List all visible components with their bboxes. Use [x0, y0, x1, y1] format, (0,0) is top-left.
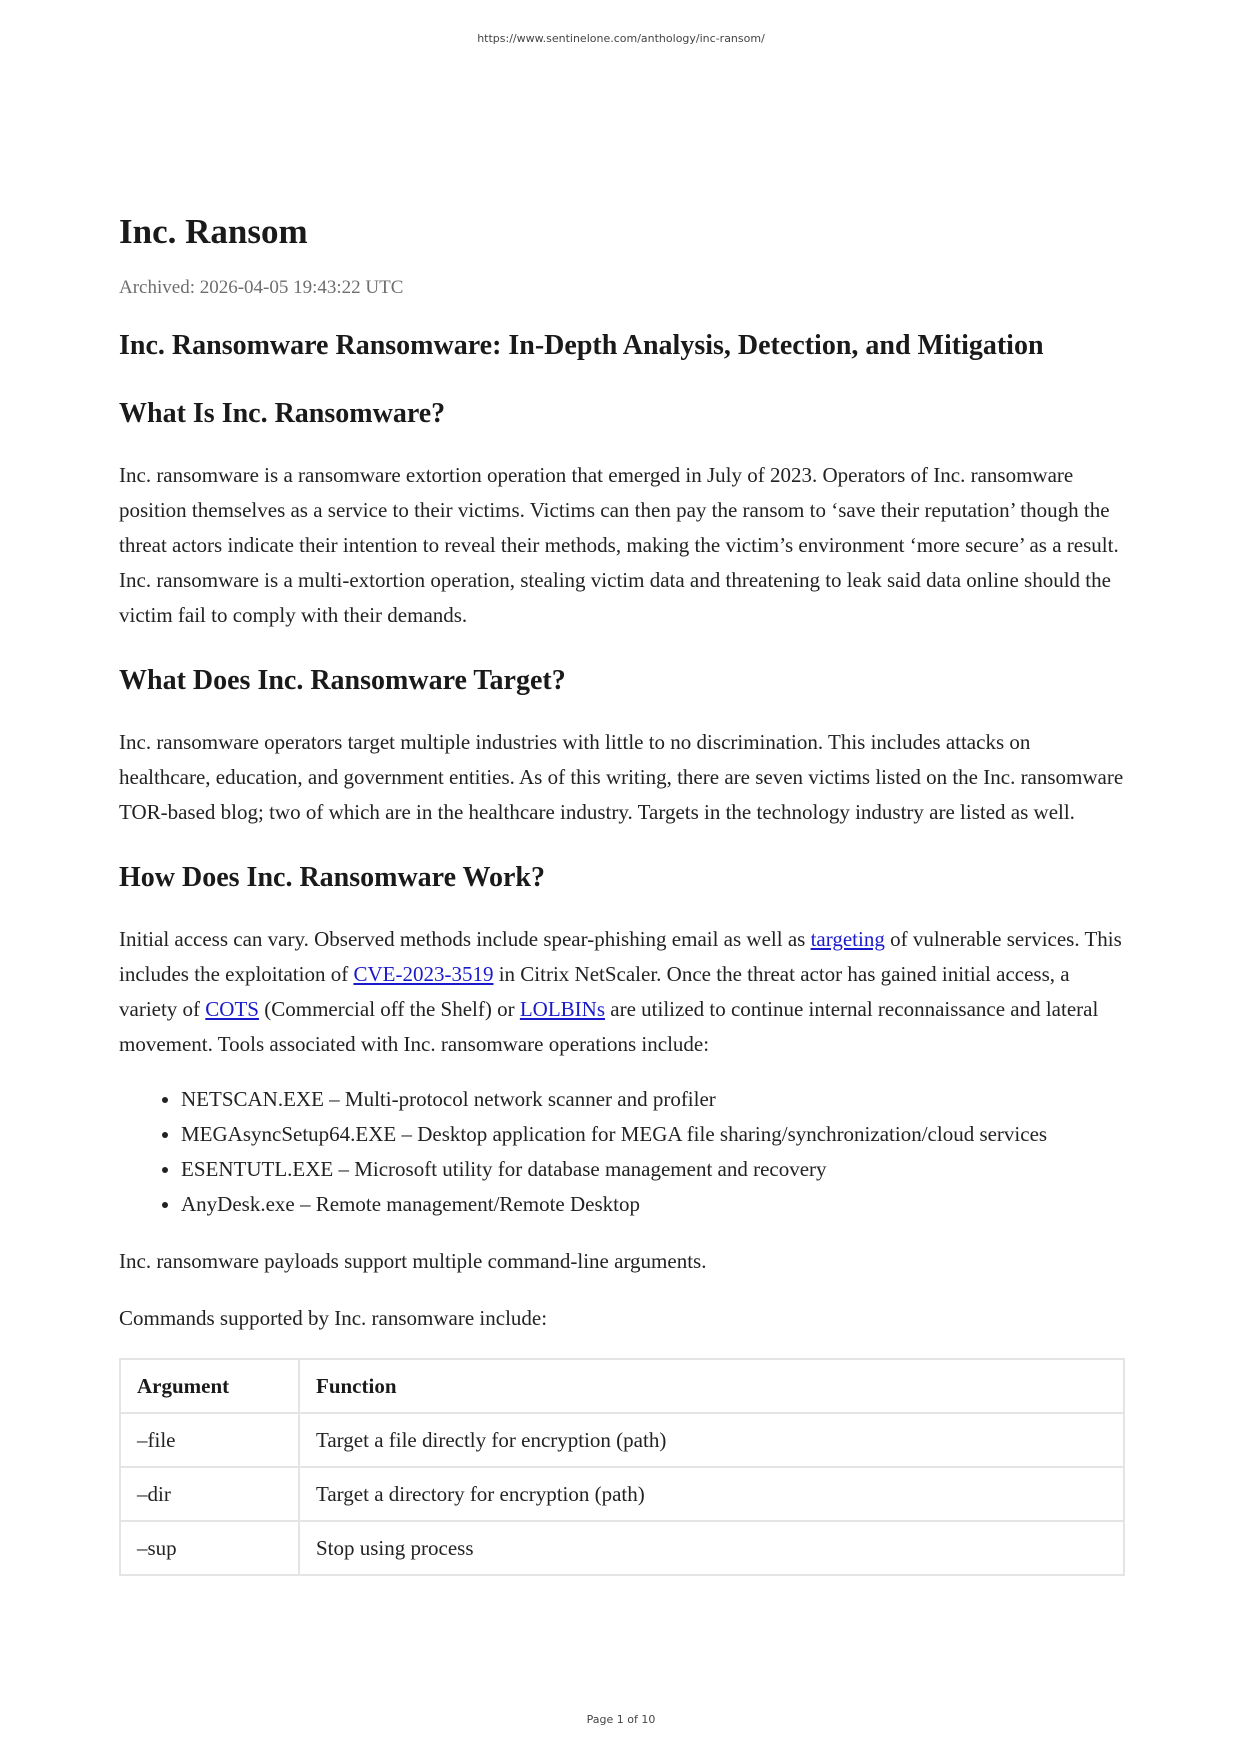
list-item: • ESENTUTL.EXE – Microsoft utility for database management and recovery [181, 1152, 1124, 1187]
paragraph-target: Inc. ransomware operators target multiple industries with little to no discrimination. This includes attacks on healthcare, education, and government entities. As of this writing, there are seven victims listed on the Inc. ransomware TOR-based blog; two of which are in the healthcare industry. Targets in the technology industry are listed as well. [119, 730, 1124, 824]
list-item: • NETSCAN.EXE – Multi-protocol network scanner and profiler [181, 1082, 1124, 1117]
page-indicator: Page 1 of 10 [586, 1713, 656, 1726]
link-lolbins[interactable]: LOLBINs [519, 997, 606, 1021]
table-row [120, 1521, 1124, 1575]
argument-cell: –sup [120, 1521, 299, 1575]
table-row [120, 1413, 1124, 1467]
main-heading: Inc. Ransomware Ransomware: In-Depth Analysis, Detection, and Mitigation [119, 330, 1044, 361]
document-content [119, 210, 1124, 1576]
page-url-header: https://www.sentinelone.com/anthology/inc-ransom/ [477, 32, 765, 45]
text-segment: are utilized to continue internal reconnaissance and lateral movement. Tools associated with Inc. ransomware operations include: [119, 997, 1099, 1056]
column-header-argument: Argument [120, 1359, 299, 1413]
text-segment: in Citrix NetScaler. Once the threat actor has gained initial access, a variety of [119, 962, 1070, 1021]
link-targeting[interactable]: targeting [810, 927, 885, 951]
text-segment: (Commercial off the Shelf) or [258, 997, 520, 1021]
document-title: Inc. Ransom [119, 212, 308, 251]
argument-cell: –file [120, 1413, 299, 1467]
table-header-row [120, 1359, 1124, 1413]
paragraph-commands: Commands supported by Inc. ransomware include: [119, 1306, 548, 1330]
text-segment: Initial access can vary. Observed methods include spear-phishing email as well as [119, 927, 811, 951]
paragraph-payloads: Inc. ransomware payloads support multiple command-line arguments. [119, 1249, 707, 1273]
section-heading-how-it-works: How Does Inc. Ransomware Work? [119, 862, 545, 893]
section-heading-what-is: What Is Inc. Ransomware? [119, 398, 446, 429]
list-item: • AnyDesk.exe – Remote management/Remote Desktop [181, 1187, 1124, 1222]
function-cell: Stop using process [299, 1521, 1124, 1575]
link-cve-2023-3519[interactable]: CVE-2023-3519 [353, 962, 494, 986]
paragraph-how-it-works [119, 922, 1124, 1062]
archived-timestamp: Archived: 2026-04-05 19:43:22 UTC [119, 277, 404, 298]
arguments-table [119, 1358, 1125, 1576]
text-segment: of vulnerable services. This includes the exploitation of [119, 927, 1122, 986]
tools-list [119, 1082, 1124, 1222]
section-heading-target: What Does Inc. Ransomware Target? [119, 665, 566, 696]
paragraph-what-is: Inc. ransomware is a ransomware extortion operation that emerged in July of 2023. Operators of Inc. ransomware position themselves as a service to their victims. Victims can then pay the ransom to ‘save their reputation’ though the threat actors indicate their intention to reveal their methods, making the victim’s environment ‘more secure’ as a result. Inc. ransomware is a multi-extortion operation, stealing victim data and threatening to leak said data online should the victim fail to comply with their demands. [119, 463, 1119, 627]
function-cell: Target a directory for encryption (path) [299, 1467, 1124, 1521]
list-item: • MEGAsyncSetup64.EXE – Desktop application for MEGA file sharing/synchronization/cloud services [181, 1117, 1124, 1152]
function-cell: Target a file directly for encryption (path) [299, 1413, 1124, 1467]
table-row [120, 1467, 1124, 1521]
argument-cell: –dir [120, 1467, 299, 1521]
link-cots[interactable]: COTS [205, 997, 259, 1021]
column-header-function: Function [299, 1359, 1124, 1413]
